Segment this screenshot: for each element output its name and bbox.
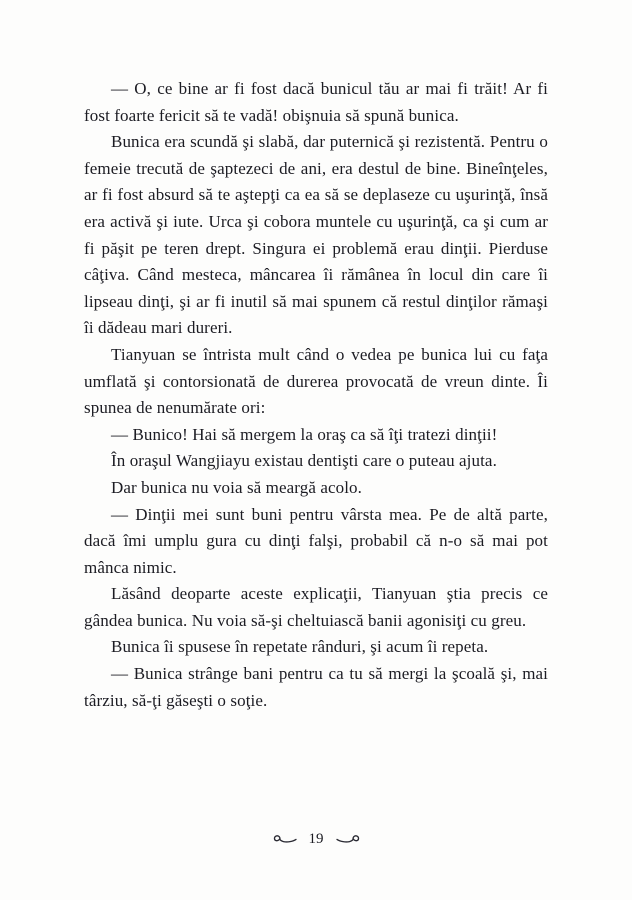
flourish-left-icon — [271, 834, 297, 846]
page-number: 19 — [308, 831, 324, 847]
flourish-right-icon — [336, 834, 362, 846]
paragraph: — Dinţii mei sunt buni pentru vârsta mea. Pe de altă parte, dacă îmi umplu gura cu dinţi falşi, probabil că n-o să mai pot mânca nimic. — [84, 504, 548, 577]
paragraph: — Bunico! Hai să mergem la oraş ca să îţi tratezi dinţii! — [111, 424, 498, 444]
paragraph: Tianyuan se întrista mult când o vedea pe bunica lui cu faţa umflată şi contorsionată de durerea provocată de vreun dinte. Îi spunea de nenumărate ori: — [84, 344, 548, 418]
page-footer — [0, 831, 632, 848]
paragraph: — Bunica strânge bani pentru ca tu să mergi la şcoală şi, mai târziu, să-ţi găseşti o soţie. — [84, 664, 548, 710]
page-text — [84, 76, 548, 714]
paragraph: — O, ce bine ar fi fost dacă bunicul tău ar mai fi trăit! Ar fi fost foarte fericit să te vadă! obişnuia să spună bunica. — [84, 79, 548, 125]
paragraph: Bunica îi spusese în repetate rânduri, şi acum îi repeta. — [111, 637, 489, 657]
paragraph: Bunica era scundă şi slabă, dar puternică şi rezistentă. Pentru o femeie trecută de şaptezeci de ani, era destul de bine. Bineînţeles, ar fi fost absurd să te aştepţi ca ea să se deplaseze cu uşurinţă, însă era activă şi iute. Urca şi cobora muntele cu uşurinţă, ca şi cum ar fi păşit pe teren drept. Singura ei problemă erau dinţii. Pierduse câţiva. Când mesteca, mâncarea îi rămânea în locul din care îi lipseau dinţi, şi ar fi inutil să mai spunem că restul dinţilor rămaşi îi dădeau mari dureri. — [84, 132, 548, 338]
paragraph: Dar bunica nu voia să meargă acolo. — [111, 477, 363, 497]
paragraph: În oraşul Wangjiayu existau dentişti care o puteau ajuta. — [111, 451, 497, 471]
paragraph: Lăsând deoparte aceste explicaţii, Tianyuan ştia precis ce gândea bunica. Nu voia să-şi cheltuiască banii agonisiţi cu greu. — [84, 584, 548, 630]
